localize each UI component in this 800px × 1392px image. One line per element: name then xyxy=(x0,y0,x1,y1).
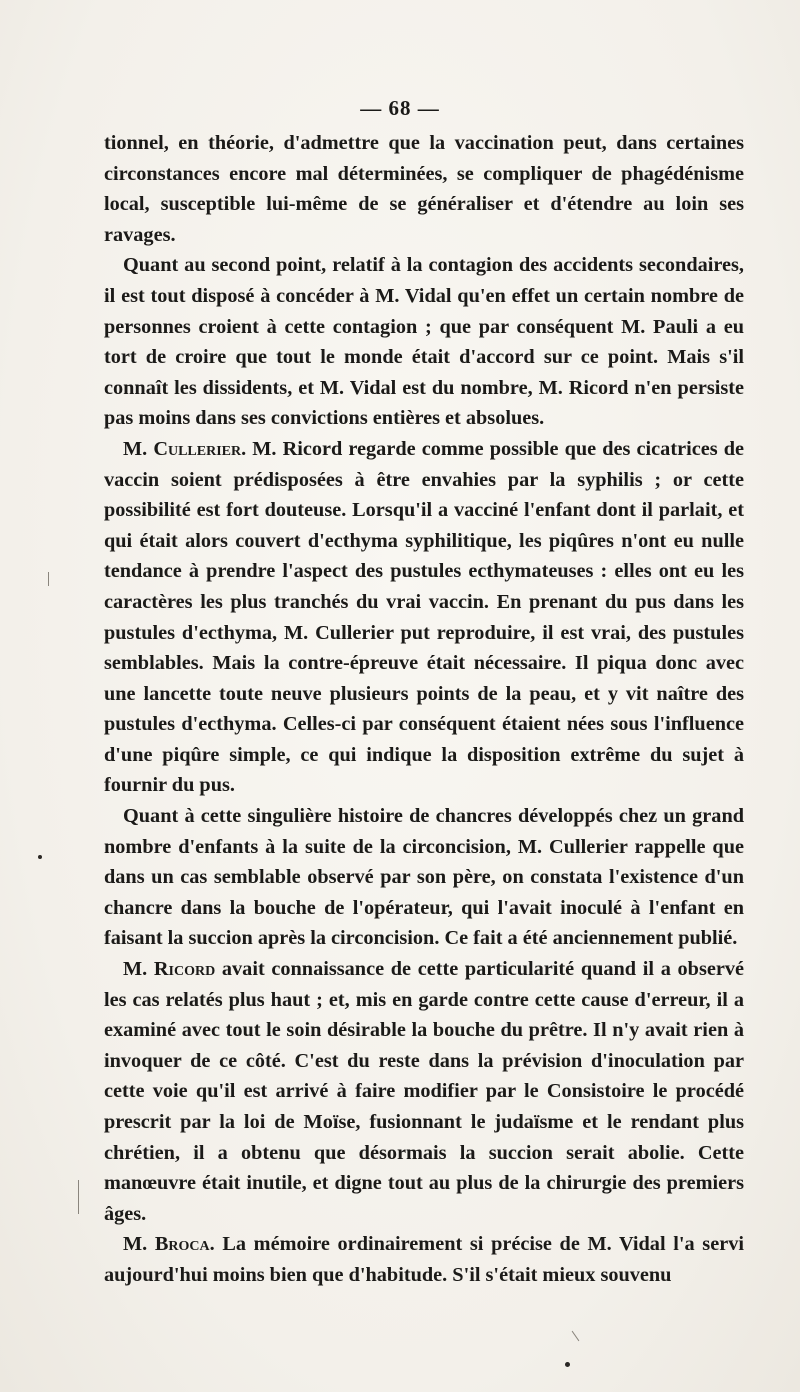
body-text xyxy=(104,128,744,1291)
paragraph-text: . M. Ricord regarde comme possible que des cicatrices de vaccin soient prédisposées à être envahies par la syphilis ; or cette possibilité est fort douteuse. Lorsqu'il a vacciné l'enfant dont il parlait, et qui était alors couvert d'ecthyma syphilitique, les piqûres n'ont eu nulle tendance à prendre l'aspect des pustules ecthymateuses : elles ont eu les caractères les plus tranchés du vrai vaccin. En prenant du pus dans les pustules d'ecthyma, M. Cullerier put reproduire, il est vrai, des pustules semblables. Mais la contre-épreuve était nécessaire. Il piqua donc avec une lancette toute neuve plusieurs points de la peau, et y vit naître des pustules d'ecthyma. Celles-ci par conséquent étaient nées sous l'influence d'une piqûre simple, ce qui indique la disposition extrême du sujet à fournir du pus. xyxy=(104,437,744,797)
speaker-prefix: M. xyxy=(123,958,154,981)
speaker-prefix: M. xyxy=(123,437,154,460)
margin-mark xyxy=(48,572,49,586)
ink-speck xyxy=(38,855,42,859)
paragraph-circumcision xyxy=(104,801,744,954)
margin-mark xyxy=(78,1180,79,1214)
paragraph-text: . La mémoire ordinairement si précise de M. Vidal l'a servi aujourd'hui moins bien que d'habitude. S'il s'était mieux souvenu xyxy=(104,1233,744,1286)
page-number: — 68 — xyxy=(360,96,440,120)
paragraph-text: avait connaissance de cette particularité quand il a observé les cas relatés plus haut ; et, mis en garde contre cette cause d'erreur, il a examiné avec tout le soin désirable la bouche du prêtre. Il n'y avait rien à invoquer de ce côté. C'est du reste dans la prévision d'inoculation par cette voie qu'il est arrivé à faire modifier par le Consistoire le procédé prescrit par la loi de Moïse, fusionnant le judaïsme et le rendant plus chrétien, il a obtenu que désormais la succion serait abolie. Cette manœuvre était inutile, et digne tout au plus de la chirurgie des premiers âges. xyxy=(104,958,744,1225)
ink-speck xyxy=(565,1362,570,1367)
paragraph-continuation xyxy=(104,128,744,250)
paragraph-broca xyxy=(104,1229,744,1290)
speaker-name: Ricord xyxy=(153,958,216,981)
paragraph-text: Quant à cette singulière histoire de chancres développés chez un grand nombre d'enfants à la suite de la circoncision, M. Cullerier rappelle que dans un cas semblable observé par son père, on constata l'existence d'un chancre dans la bouche de l'opérateur, qui l'avait inoculé à l'enfant en faisant la succion après la circoncision. Ce fait a été anciennement publié. xyxy=(104,805,744,950)
paragraph-text: Quant au second point, relatif à la contagion des accidents secondaires, il est tout disposé à concéder à M. Vidal qu'en effet un certain nombre de personnes croient à cette contagion ; que par conséquent M. Pauli a eu tort de croire que tout le monde était d'accord sur ce point. Mais s'il connaît les dissidents, et M. Vidal est du nombre, M. Ricord n'en persiste pas moins dans ses convictions entières et absolues. xyxy=(104,254,744,430)
paragraph-secondary-contagion xyxy=(104,250,744,434)
paragraph-ricord xyxy=(104,954,744,1229)
paragraph-text: tionnel, en théorie, d'admettre que la vaccination peut, dans certaines circonstances encore mal déterminées, se compliquer de phagédénisme local, susceptible lui-même de se généraliser et d'étendre au loin ses ravages. xyxy=(104,132,744,246)
speaker-name: Cullerier xyxy=(153,437,242,460)
paragraph-cullerier xyxy=(104,434,744,801)
margin-mark xyxy=(572,1331,580,1341)
speaker-prefix: M. xyxy=(123,1233,155,1256)
speaker-name: Broca xyxy=(154,1233,210,1256)
